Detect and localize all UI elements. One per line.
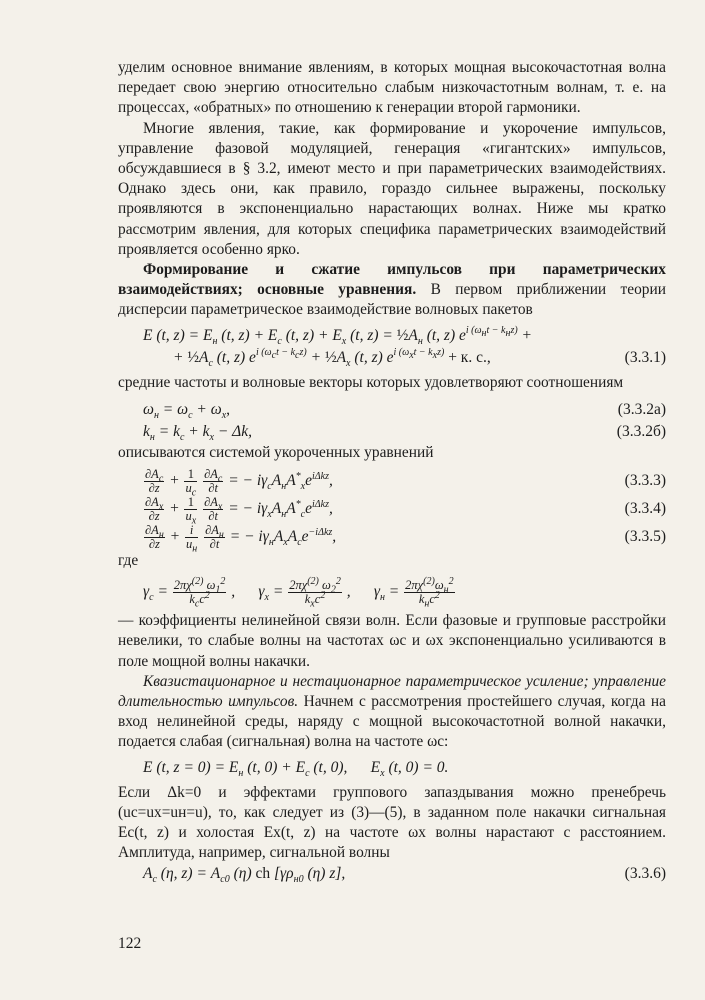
equation-number-3-3-5: (3.3.5) bbox=[624, 528, 666, 546]
equation-3-3-1-line-2: + $\frac{1}{2}A_с$ (t, z) $e^{i (\omega_сt - k_сz)}$ + $\frac{1}{2}A_х$ (t, z) $e^{i (\omega_хt - k_хz)} + к$. с., (3.3.1) bbox=[173, 347, 666, 369]
equation-3-3-2b: $k_н = k_с + k_х - \Delta k$, (3.3.2б) bbox=[143, 422, 666, 443]
section-heading: Формирование и сжатие импульсов при параметрических взаимодействиях; основные уравнения. bbox=[118, 261, 666, 299]
page-number: 122 bbox=[118, 935, 142, 952]
equation-number-3-3-3: (3.3.3) bbox=[624, 472, 666, 490]
equation-number-3-3-1: (3.3.1) bbox=[624, 348, 666, 366]
equation-3-3-4: $\frac{\partial A_х}{\partial z}$ + $\frac{1}{u_х}$ $\frac{\partial A_х}{\partial t}$ = − $i\gamma_хA_нA^*_сe^{i\Delta kz}$, (3.3.4) bbox=[145, 494, 666, 527]
boundary-condition: E (t, $z = 0) = E_н$ (t, $0) + E_с$ (t, 0), $E_х$ (t, 0) = 0. bbox=[143, 758, 449, 779]
equation-3-3-3: $\frac{\partial A_с}{\partial z}$ + $\frac{1}{u_с}$ $\frac{\partial A_с}{\partial t}$ = − $i\gamma_сA_нA^*_хe^{i\Delta kz}$, (3.3.3) bbox=[145, 466, 666, 499]
paragraph-3 bbox=[118, 260, 666, 321]
paragraph-8 bbox=[118, 672, 666, 753]
equation-number-3-3-4: (3.3.4) bbox=[624, 500, 666, 518]
paragraph-9: Если Δk=0 и эффектами группового запаздывания можно пренебречь (uс=uх=uн=u), то, как следует из (3)—(5), в заданном поле накачки сигнальная Eс(t, z) и холостая Eх(t, z) на частоте ωх волны нарастают с расстоянием. Амплитуда, например, сигнальной волны bbox=[118, 783, 666, 862]
paragraph-4: средние частоты и волновые векторы которых удовлетворяют соотношениям bbox=[118, 373, 624, 391]
paragraph-7: — коэффициенты нелинейной связи волн. Если фазовые и групповые расстройки невелики, то слабые волны на частотах ωс и ωх экспоненциально усиливаются в поле мощной волны накачки. bbox=[118, 612, 666, 670]
equation-3-3-6: $A_с$ (η, $z) = A_{с0}$ (η) ch [$\gamma\rho_{н0}$ (η) z], (3.3.6) bbox=[143, 865, 666, 886]
equation-number-3-3-2a: (3.3.2а) bbox=[617, 400, 666, 418]
paragraph-2: Многие явления, такие, как формирование и укорочение импульсов, управление фазовой модуляцией, генерация «гигантских» импульсов, обсуждавшиеся в § 3.2, имеют место и при параметрических взаимодействиях. Однако здесь они, как правило, гораздо сильнее выражены, поскольку проявляются в экспоненциально нарастающих волнах. Ниже мы кратко рассмотрим явления, для которых специфика параметрических взаимодействий проявляется особенно ярко. bbox=[118, 119, 666, 258]
equation-3-3-1-line-1: E (t, $z) = E_н$ (t, $z) + E_с$ (t, $z) + E_х$ (t, $z) = \frac{1}{2}A_н$ (t, z) $e^{i (\omega_нt - k_нz)}$ + bbox=[143, 325, 533, 347]
equation-number-3-3-2b: (3.3.2б) bbox=[616, 422, 666, 440]
equation-number-3-3-6: (3.3.6) bbox=[624, 865, 666, 883]
coupling-coefficients: $\gamma_с$ = $\frac{2\pi\chi^{(2)} \omega_1^2}{k_сc^2}$ , $\gamma_х$ = $\frac{2\pi\chi^{(2)} \omega_2^2}{k_хc^2}$ , $\gamma_н$ = $\frac{2\pi\chi^{(2)}\omega_н^2}{k_нc^2}$ bbox=[143, 576, 454, 610]
paragraph-6: где bbox=[118, 552, 139, 570]
equation-3-3-2a: $\omega_н = \omega_с + \omega_х$, (3.3.2а) bbox=[143, 400, 666, 421]
paragraph-8-text: Начнем с рассмотрения простейшего случая, когда на вход нелинейной среды, наряду с мощной высокочастотной волной накачки, подается слабая (сигнальная) волна на частоте ωс: bbox=[118, 693, 666, 751]
paragraph-1: уделим основное внимание явлениям, в которых мощная высокочастотная волна передает свою энергию относительно слабым низкочастотным волнам, т. е. на процессах, «обратных» по отношению к генерации второй гармоники. bbox=[118, 59, 666, 117]
paragraph-3-text: В первом приближении теории дисперсии параметрическое взаимодействие волновых пакетов bbox=[118, 281, 666, 319]
subsection-heading: Квазистационарное и нестационарное параметрическое усиление; управление длительностью импульсов. bbox=[118, 672, 666, 711]
page-body bbox=[118, 58, 666, 885]
paragraph-5: описываются системой укороченных уравнений bbox=[118, 443, 434, 461]
equation-3-3-5: $\frac{\partial A_н}{\partial z}$ + $\frac{i}{u_н}$ $\frac{\partial A_н}{\partial t}$ = − $i\gamma_нA_хA_сe^{-i\Delta kz}$, (3.3.5) bbox=[145, 522, 666, 555]
